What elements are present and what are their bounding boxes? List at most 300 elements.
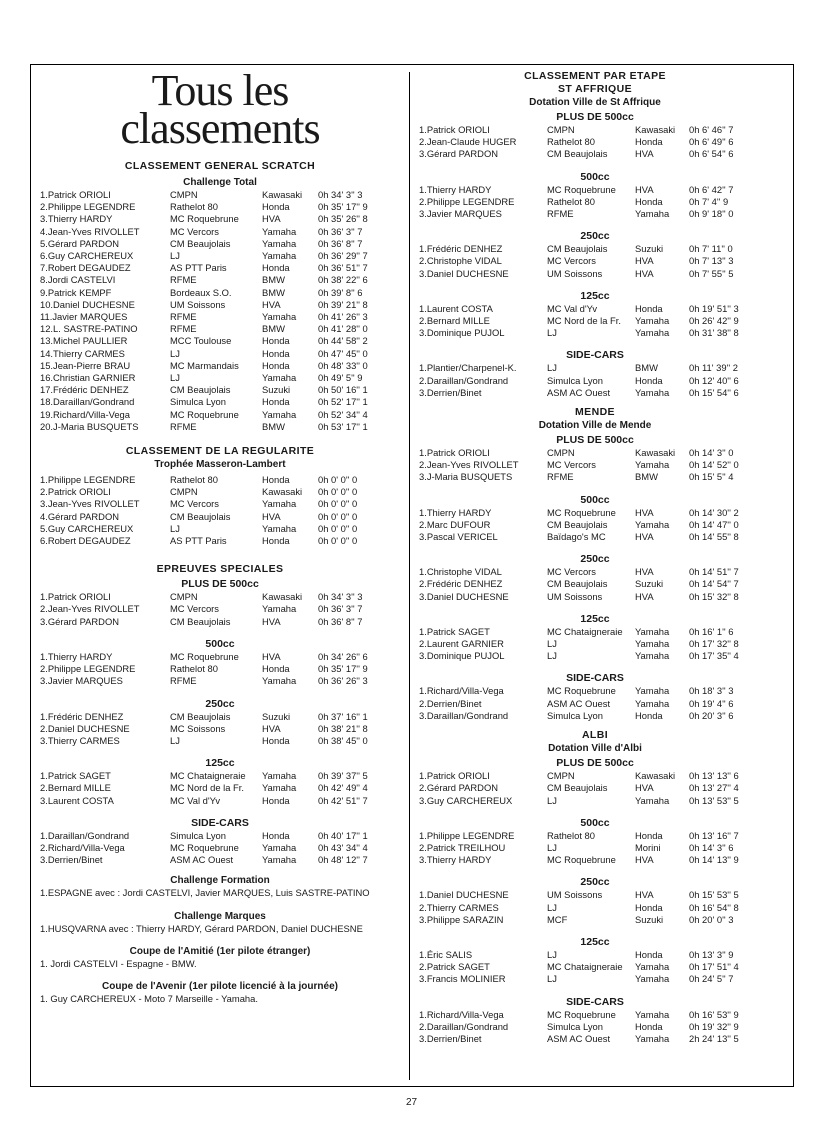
rider-name: 1.Patrick SAGET	[40, 770, 111, 782]
rider-name: 3.Laurent COSTA	[40, 794, 114, 806]
table-row	[419, 136, 771, 148]
time: 0h 7' 4'' 9	[689, 195, 729, 207]
challenge-text: 1. Guy CARCHEREUX - Moto 7 Marseille - Yamaha.	[40, 992, 258, 1004]
club: MC Roquebrune	[170, 408, 239, 420]
club: MC Roquebrune	[547, 685, 616, 697]
club: CMPN	[547, 447, 575, 459]
club: MCC Toulouse	[170, 335, 232, 347]
time: 0h 0' 0'' 0	[318, 474, 358, 486]
bike: HVA	[635, 267, 654, 279]
rider-name: 2.Bernard MILLE	[419, 315, 490, 327]
bike: BMW	[635, 471, 658, 483]
category-label: 250cc	[205, 697, 235, 710]
category-group	[419, 757, 771, 807]
time: 0h 36' 51'' 7	[318, 262, 368, 274]
rider-name: 1.Plantier/Charpenel-K.	[419, 362, 517, 374]
time: 0h 49' 5'' 9	[318, 372, 363, 384]
stage-dotation: Dotation Ville de Mende	[538, 420, 652, 432]
bike: HVA	[635, 148, 654, 160]
rider-name: 1.Patrick ORIOLI	[40, 189, 111, 200]
table-row	[40, 511, 400, 523]
time: 0h 43' 34'' 4	[318, 841, 368, 853]
time: 0h 11' 39'' 2	[689, 362, 738, 374]
time: 0h 20' 3'' 6	[689, 709, 734, 721]
bike: Yamaha	[262, 498, 297, 510]
bike: Yamaha	[262, 603, 297, 615]
table-row	[40, 335, 400, 347]
time: 0h 36' 3'' 7	[318, 603, 363, 615]
rider-name: 1.Patrick SAGET	[419, 625, 490, 637]
club: MC Chataigneraie	[547, 961, 623, 973]
club: LJ	[170, 372, 180, 384]
rider-name: 1.Éric SALIS	[419, 948, 473, 960]
club: MC Soissons	[170, 722, 226, 734]
table-row	[40, 723, 400, 735]
time: 0h 14' 3'' 6	[689, 841, 734, 853]
table-row	[40, 360, 400, 372]
club: UM Soissons	[547, 267, 603, 279]
time: 0h 17' 51'' 4	[689, 961, 739, 973]
stage-name: MENDE	[575, 406, 615, 419]
bike: Honda	[635, 1020, 663, 1032]
club: ASM AC Ouest	[170, 854, 234, 866]
table-row	[419, 362, 771, 374]
time: 0h 14' 13'' 9	[689, 854, 739, 866]
bike: Yamaha	[262, 225, 297, 237]
club: LJ	[170, 250, 180, 262]
club: LJ	[547, 794, 557, 806]
time: 0h 7' 11'' 0	[689, 243, 733, 255]
club: MC Roquebrune	[170, 213, 239, 225]
rider-name: 3.Derrien/Binet	[419, 1032, 482, 1044]
club: RFME	[170, 675, 197, 687]
category-rows	[40, 770, 400, 807]
bike: Suzuki	[262, 710, 291, 722]
category-rows	[419, 447, 771, 484]
table-row	[419, 578, 771, 590]
bike: BMW	[262, 420, 285, 432]
bike: Suzuki	[635, 913, 664, 925]
club: Rathelot 80	[170, 663, 218, 675]
table-row	[40, 274, 400, 286]
table-row	[40, 782, 400, 794]
time: 0h 13' 16'' 7	[689, 829, 739, 841]
club: MC Chataigneraie	[547, 625, 623, 637]
bike: Yamaha	[635, 1008, 670, 1020]
club: CM Beaujolais	[170, 384, 231, 396]
table-row	[419, 854, 771, 866]
table-row	[419, 685, 771, 697]
time: 0h 6' 54'' 6	[689, 148, 734, 160]
time: 0h 36' 8'' 7	[318, 615, 363, 627]
rider-name: 10.Daniel DUCHESNE	[40, 298, 135, 310]
category-label: SIDE-CARS	[566, 672, 624, 685]
category-group	[40, 638, 400, 688]
time: 0h 15' 5'' 4	[689, 471, 734, 483]
club: Simulca Lyon	[170, 829, 226, 841]
time: 0h 38' 22'' 6	[318, 274, 368, 286]
club: Simulca Lyon	[547, 709, 603, 721]
category-group	[419, 672, 771, 722]
rider-name: 17.Frédéric DENHEZ	[40, 384, 129, 396]
category-group	[40, 757, 400, 807]
table-row	[419, 327, 771, 339]
table-row	[419, 902, 771, 914]
bike: Honda	[262, 535, 290, 547]
time: 0h 7' 55'' 5	[689, 267, 734, 279]
bike: Yamaha	[262, 770, 297, 782]
table-row	[419, 591, 771, 603]
rider-name: 1.Thierry HARDY	[419, 506, 492, 518]
bike: Yamaha	[262, 841, 297, 853]
club: CMPN	[547, 770, 575, 782]
category-rows	[419, 685, 771, 722]
club: CM Beaujolais	[547, 782, 608, 794]
club: MC Chataigneraie	[170, 770, 246, 782]
bike: HVA	[635, 183, 654, 195]
right-column	[419, 70, 771, 1045]
rider-name: 2.Patrick ORIOLI	[40, 486, 111, 498]
category-group	[419, 613, 771, 663]
category-group	[40, 578, 400, 628]
bike: Suzuki	[635, 243, 664, 255]
bike: Yamaha	[635, 327, 670, 339]
table-row	[419, 196, 771, 208]
page-number: 27	[405, 1097, 418, 1108]
time: 0h 42' 51'' 7	[318, 794, 368, 806]
table-row	[40, 396, 400, 408]
club: MC Roquebrune	[170, 650, 239, 662]
club: Simulca Lyon	[547, 1020, 603, 1032]
rider-name: 3.Derrien/Binet	[419, 386, 482, 398]
rider-name: 2.Daraillan/Gondrand	[419, 374, 509, 386]
time: 0h 39' 21'' 8	[318, 298, 368, 310]
rider-name: 4.Jean-Yves RIVOLLET	[40, 225, 140, 237]
bike: BMW	[262, 286, 285, 298]
table-row	[419, 243, 771, 255]
rider-name: 5.Guy CARCHEREUX	[40, 522, 134, 534]
title-line-2: classements	[120, 104, 320, 153]
table-row	[419, 770, 771, 782]
category-rows	[40, 830, 400, 867]
time: 0h 50' 16'' 1	[318, 384, 368, 396]
club: MC Vercors	[170, 498, 219, 510]
time: 0h 0' 0'' 0	[318, 522, 358, 534]
club: MC Roquebrune	[547, 1008, 616, 1020]
time: 0h 47' 45'' 0	[318, 347, 368, 359]
category-group	[40, 817, 400, 867]
time: 0h 7' 13'' 3	[689, 255, 734, 267]
club: Bordeaux S.O.	[170, 286, 232, 298]
category-rows	[419, 243, 771, 280]
time: 0h 0' 0'' 0	[318, 498, 358, 510]
club: CMPN	[547, 124, 575, 135]
category-label: 125cc	[580, 612, 610, 625]
bike: Honda	[635, 829, 663, 841]
bike: Honda	[635, 374, 663, 386]
time: 0h 13' 3'' 9	[689, 948, 734, 960]
category-label: SIDE-CARS	[566, 995, 624, 1008]
challenge-text: 1. Jordi CASTELVI - Espagne - BMW.	[40, 957, 197, 969]
time: 0h 48' 12'' 7	[318, 854, 368, 866]
time: 0h 19' 51'' 3	[689, 302, 739, 314]
table-row	[40, 299, 400, 311]
time: 0h 48' 33'' 0	[318, 359, 368, 371]
category-rows	[419, 830, 771, 867]
column-divider	[409, 72, 410, 1080]
category-label: PLUS DE 500cc	[181, 578, 259, 591]
time: 0h 31' 38'' 8	[689, 327, 739, 339]
club: CM Beaujolais	[547, 578, 608, 590]
time: 0h 35' 17'' 9	[318, 201, 368, 213]
time: 0h 34' 26'' 6	[318, 650, 368, 662]
rider-name: 5.Gérard PARDON	[40, 237, 120, 249]
rider-name: 4.Gérard PARDON	[40, 510, 120, 522]
bike: Yamaha	[635, 625, 670, 637]
rider-name: 3.Thierry CARMES	[40, 734, 120, 746]
table-row	[40, 323, 400, 335]
rider-name: 1.Philippe LEGENDRE	[419, 829, 515, 841]
bike: Yamaha	[635, 973, 670, 985]
club: Rathelot 80	[547, 829, 595, 841]
table-row	[419, 471, 771, 483]
table-row	[40, 213, 400, 225]
club: LJ	[547, 362, 557, 374]
bike: Honda	[262, 734, 290, 746]
time: 0h 0' 0'' 0	[318, 535, 358, 547]
bike: HVA	[262, 213, 281, 225]
club: Rathelot 80	[547, 136, 595, 148]
rider-name: 1.Patrick ORIOLI	[419, 124, 490, 135]
time: 0h 17' 35'' 4	[689, 650, 739, 662]
bike: Suzuki	[262, 384, 291, 396]
general-title: CLASSEMENT GENERAL SCRATCH	[124, 160, 316, 172]
time: 0h 39' 8'' 6	[318, 286, 363, 298]
bike: Honda	[635, 302, 663, 314]
time: 0h 36' 29'' 7	[318, 250, 368, 262]
etapes-stages	[419, 83, 771, 1045]
rider-name: 3.Dominique PUJOL	[419, 327, 505, 339]
time: 0h 14' 47'' 0	[689, 518, 739, 530]
table-row	[40, 372, 400, 384]
rider-name: 14.Thierry CARMES	[40, 347, 125, 359]
category-label: 125cc	[580, 289, 610, 302]
category-rows	[40, 711, 400, 748]
rider-name: 1.Laurent COSTA	[419, 302, 493, 314]
time: 0h 13' 13'' 6	[689, 770, 739, 782]
table-row	[40, 854, 400, 866]
category-rows	[419, 949, 771, 986]
time: 0h 20' 0'' 3	[689, 913, 734, 925]
table-row	[419, 447, 771, 459]
table-row	[419, 148, 771, 160]
bike: Yamaha	[262, 854, 297, 866]
table-row	[419, 315, 771, 327]
time: 0h 52' 34'' 4	[318, 408, 368, 420]
stage-dotation: Dotation Ville d'Albi	[548, 743, 642, 755]
club: CM Beaujolais	[170, 510, 231, 522]
time: 0h 44' 58'' 2	[318, 335, 368, 347]
bike: Honda	[262, 396, 290, 408]
bike: Morini	[635, 841, 661, 853]
time: 0h 14' 51'' 7	[689, 566, 739, 578]
stage-groups	[419, 757, 771, 1045]
time: 0h 14' 3'' 0	[689, 447, 734, 459]
bike: HVA	[262, 615, 281, 627]
club: RFME	[170, 311, 197, 323]
rider-name: 1.Christophe VIDAL	[419, 566, 502, 578]
bike: Honda	[635, 709, 663, 721]
bike: Honda	[262, 359, 290, 371]
bike: HVA	[262, 298, 281, 310]
club: CMPN	[170, 591, 198, 603]
rider-name: 18.Daraillan/Gondrand	[40, 396, 135, 408]
category-label: 500cc	[580, 170, 610, 183]
challenge-block	[40, 980, 400, 1005]
club: CM Beaujolais	[547, 243, 608, 255]
rider-name: 1.Thierry HARDY	[419, 183, 492, 195]
rider-name: 2.Christophe VIDAL	[419, 255, 502, 267]
rider-name: 2.Philippe LEGENDRE	[40, 201, 136, 213]
bike: Honda	[262, 794, 290, 806]
table-row	[40, 189, 400, 201]
club: CM Beaujolais	[547, 148, 608, 160]
table-row	[419, 710, 771, 722]
time: 0h 12' 40'' 6	[689, 374, 739, 386]
category-rows	[419, 362, 771, 399]
rider-name: 3.Guy CARCHEREUX	[419, 794, 513, 806]
club: RFME	[547, 208, 574, 220]
rider-name: 2.Philippe LEGENDRE	[40, 663, 136, 675]
etapes-title: CLASSEMENT PAR ETAPE	[524, 70, 666, 82]
stage-name: ST AFFRIQUE	[557, 83, 632, 95]
rider-name: 6.Guy CARCHEREUX	[40, 250, 134, 262]
rider-name: 3.Gérard PARDON	[40, 615, 120, 627]
rider-name: 3.Philippe SARAZIN	[419, 913, 504, 925]
time: 0h 13' 53'' 5	[689, 794, 739, 806]
table-row	[40, 842, 400, 854]
challenge-block	[40, 910, 400, 935]
time: 0h 19' 4'' 6	[689, 697, 734, 709]
club: MC Vercors	[170, 225, 219, 237]
club: AS PTT Paris	[170, 262, 227, 274]
table-row	[40, 651, 400, 663]
rider-name: 16.Christian GARNIER	[40, 372, 136, 384]
table-row	[40, 795, 400, 807]
time: 0h 14' 52'' 0	[689, 459, 739, 471]
rider-name: 2.Patrick TREILHOU	[419, 841, 506, 853]
club: LJ	[547, 841, 557, 853]
table-row	[40, 735, 400, 747]
club: Simulca Lyon	[170, 396, 226, 408]
category-rows	[419, 626, 771, 663]
club: LJ	[547, 638, 557, 650]
table-row	[40, 384, 400, 396]
stage-groups	[419, 434, 771, 722]
club: LJ	[547, 901, 557, 913]
table-row	[40, 238, 400, 250]
club: LJ	[547, 327, 557, 339]
category-group	[419, 171, 771, 221]
table-row	[419, 961, 771, 973]
category-label: 500cc	[580, 493, 610, 506]
time: 0h 0' 0'' 0	[318, 510, 358, 522]
rider-name: 1.Philippe LEGENDRE	[40, 474, 136, 486]
rider-name: 2.Bernard MILLE	[40, 782, 111, 794]
club: MC Roquebrune	[547, 183, 616, 195]
club: MC Roquebrune	[170, 841, 239, 853]
category-rows	[419, 566, 771, 603]
rider-name: 2.Jean-Claude HUGER	[419, 136, 517, 148]
bike: Yamaha	[262, 408, 297, 420]
club: ASM AC Ouest	[547, 386, 611, 398]
club: RFME	[547, 471, 574, 483]
rider-name: 2.Jean-Yves RIVOLLET	[40, 603, 140, 615]
table-row	[419, 795, 771, 807]
table-row	[419, 387, 771, 399]
table-row	[40, 770, 400, 782]
time: 0h 37' 16'' 1	[318, 710, 368, 722]
left-column	[40, 66, 400, 1005]
bike: HVA	[635, 590, 654, 602]
table-row	[40, 603, 400, 615]
challenge-title: Coupe de l'Amitié (1er pilote étranger)	[129, 945, 311, 957]
category-rows	[419, 1009, 771, 1046]
club: MCF	[547, 913, 568, 925]
general-subtitle: Challenge Total	[183, 177, 257, 188]
category-group	[419, 349, 771, 399]
table-row	[40, 830, 400, 842]
rider-name: 2.Frédéric DENHEZ	[419, 578, 503, 590]
bike: Suzuki	[635, 578, 664, 590]
rider-name: 2.Daniel DUCHESNE	[40, 722, 130, 734]
table-row	[419, 698, 771, 710]
bike: Honda	[635, 195, 663, 207]
bike: Yamaha	[635, 650, 670, 662]
category-label: 500cc	[205, 637, 235, 650]
bike: Yamaha	[262, 522, 297, 534]
regularite-title: CLASSEMENT DE LA REGULARITE	[125, 445, 315, 458]
club: AS PTT Paris	[170, 535, 227, 547]
table-row	[419, 375, 771, 387]
rider-name: 1.Patrick ORIOLI	[419, 770, 490, 782]
challenge-title: Challenge Marques	[174, 910, 266, 922]
bike: Yamaha	[635, 518, 670, 530]
bike: Yamaha	[262, 311, 297, 323]
bike: Yamaha	[635, 961, 670, 973]
club: MC Nord de la Fr.	[170, 782, 244, 794]
table-row	[40, 535, 400, 547]
time: 0h 38' 45'' 0	[318, 734, 368, 746]
bike: Yamaha	[262, 675, 297, 687]
club: Baïdago's MC	[547, 531, 606, 543]
club: MC Vercors	[170, 603, 219, 615]
bike: Honda	[262, 201, 290, 213]
rider-name: 3.Gérard PARDON	[419, 148, 499, 160]
rider-name: 3.Jean-Yves RIVOLLET	[40, 498, 140, 510]
time: 0h 14' 30'' 2	[689, 506, 739, 518]
bike: Yamaha	[635, 459, 670, 471]
bike: Kawasaki	[262, 189, 303, 200]
category-group	[419, 936, 771, 986]
table-row	[419, 255, 771, 267]
bike: Honda	[262, 829, 290, 841]
time: 0h 6' 49'' 6	[689, 136, 734, 148]
title-line-1: Tous les	[151, 66, 289, 115]
rider-name: 1.Frédéric DENHEZ	[40, 710, 124, 722]
time: 0h 34' 3'' 3	[318, 189, 363, 200]
bike: Kawasaki	[635, 124, 676, 135]
